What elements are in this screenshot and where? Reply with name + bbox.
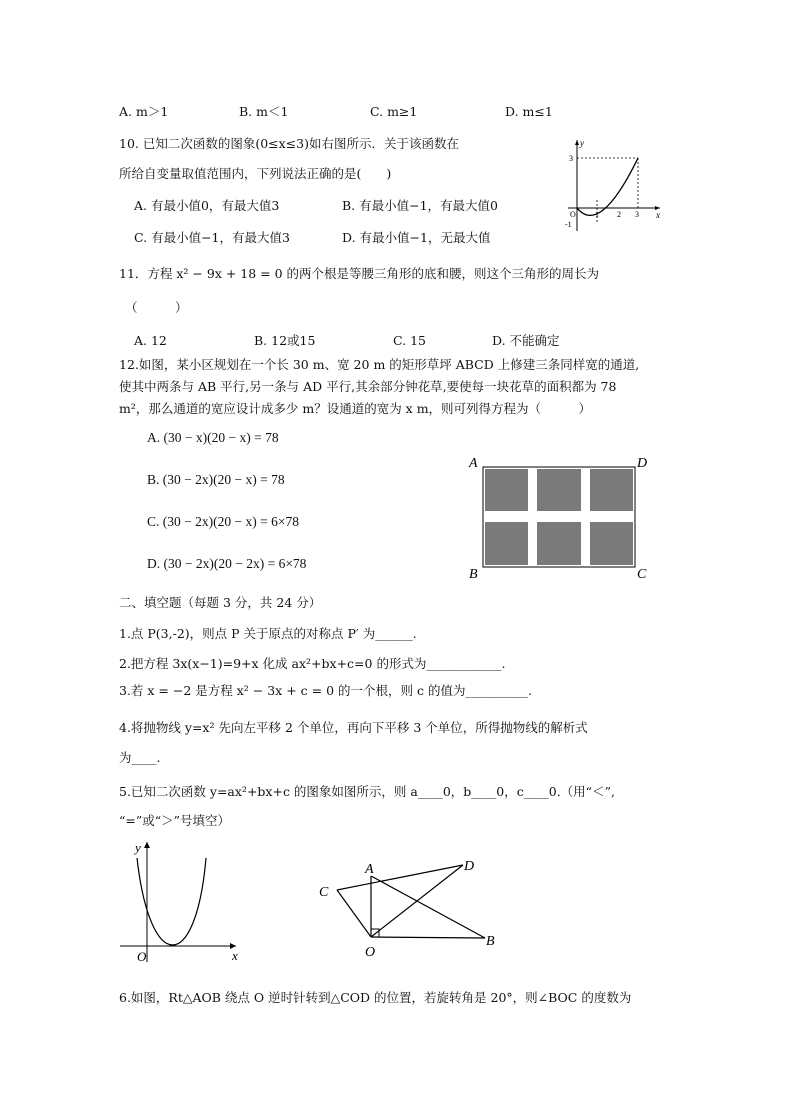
s2-q5-line1: 5.已知二次函数 y=ax²+bx+c 的图象如图所示，则 a____0，b____0，c____0.（用“＜”, bbox=[119, 784, 615, 799]
s2-q4-line2: 为____. bbox=[119, 750, 161, 765]
q12-option-a: A. (30 − x)(20 − x) = 78 bbox=[147, 430, 279, 445]
q10-graph-x1-label: 1 bbox=[595, 210, 599, 219]
q6-label-b: B bbox=[486, 934, 495, 949]
s2-q6: 6.如图，Rt△AOB 绕点 O 逆时针转到△COD 的位置，若旋转角是 20°，则∠BOC 的度数为 bbox=[119, 990, 632, 1005]
q9-option-d: D. m≤1 bbox=[505, 104, 553, 119]
q10-graph-y3-label: 3 bbox=[569, 154, 573, 163]
q10-option-c: C. 有最小值−1，有最大值3 bbox=[134, 230, 290, 245]
q12-label-d: D bbox=[637, 456, 648, 471]
q12-label-b: B bbox=[469, 567, 478, 582]
q6-rotation-figure bbox=[315, 852, 505, 962]
q5-graph-origin-label: O bbox=[137, 949, 147, 964]
q12-option-c: C. (30 − 2x)(20 − x) = 6×78 bbox=[147, 514, 299, 529]
q11-option-b: B. 12或15 bbox=[254, 333, 316, 348]
q12-lawn-figure bbox=[465, 452, 660, 582]
q10-option-a: A. 有最小值0，有最大值3 bbox=[134, 198, 280, 213]
q11-answer-paren: （ ） bbox=[125, 300, 188, 315]
q10-stem-line2: 所给自变量取值范围内，下列说法正确的是( ) bbox=[119, 166, 392, 181]
q12-option-d: D. (30 − 2x)(20 − 2x) = 6×78 bbox=[147, 556, 307, 571]
q10-graph-yneg1-label: -1 bbox=[565, 220, 572, 229]
q6-label-d: D bbox=[464, 859, 475, 874]
q6-label-a: A bbox=[365, 862, 374, 877]
q9-option-a: A. m＞1 bbox=[119, 104, 169, 119]
q9-option-b: B. m＜1 bbox=[239, 104, 289, 119]
q12-stem-line1: 12.如图，某小区规划在一个长 30 m、宽 20 m 的矩形草坪 ABCD 上修建三条同样宽的通道, bbox=[119, 357, 640, 372]
q5-parabola-graph bbox=[112, 838, 247, 966]
q6-label-c: C bbox=[319, 885, 329, 900]
s2-q4-line1: 4.将抛物线 y=x² 先向左平移 2 个单位，再向下平移 3 个单位，所得抛物线的解析式 bbox=[119, 720, 588, 735]
q11-stem: 11．方程 x² − 9x + 18 = 0 的两个根是等腰三角形的底和腰，则这个三角形的周长为 bbox=[119, 266, 600, 281]
q11-option-c: C. 15 bbox=[393, 333, 426, 348]
q10-option-b: B. 有最小值−1，有最大值0 bbox=[342, 198, 499, 213]
q11-option-d: D. 不能确定 bbox=[492, 333, 560, 348]
s2-q1: 1.点 P(3,-2)，则点 P 关于原点的对称点 P′ 为______. bbox=[119, 626, 417, 641]
q9-option-c: C. m≥1 bbox=[370, 104, 418, 119]
s2-q5-line2: “=”或“＞”号填空） bbox=[119, 813, 231, 828]
section2-title: 二、填空题（每题 3 分，共 24 分） bbox=[119, 595, 322, 610]
q10-stem-line1: 10. 已知二次函数的图象(0≤x≤3)如右图所示．关于该函数在 bbox=[119, 136, 460, 151]
q12-stem-line2: 使其中两条与 AB 平行,另一条与 AD 平行,其余部分钟花草,要使每一块花草的面积都为 78 bbox=[119, 379, 617, 394]
s2-q3: 3.若 x = −2 是方程 x² − 3x + c = 0 的一个根，则 c 的值为__________. bbox=[119, 683, 532, 698]
q10-graph-y-label: y bbox=[580, 138, 584, 148]
q10-graph-x3-label: 3 bbox=[635, 210, 639, 219]
q12-stem-line3: m²，那么通道的宽应设计成多少 m？设通道的宽为 x m，则可列得方程为（ ） bbox=[119, 401, 592, 416]
q10-graph-x-label: x bbox=[656, 210, 660, 220]
s2-q2: 2.把方程 3x(x−1)=9+x 化成 ax²+bx+c=0 的形式为____________. bbox=[119, 656, 506, 671]
q5-graph-x-label: x bbox=[232, 948, 238, 963]
q10-graph-x2-label: 2 bbox=[617, 210, 621, 219]
q10-graph-origin-label: O bbox=[570, 210, 576, 219]
q11-option-a: A. 12 bbox=[134, 333, 167, 348]
q10-function-graph bbox=[560, 136, 670, 236]
q5-graph-y-label: y bbox=[135, 840, 141, 855]
q6-label-o: O bbox=[365, 945, 376, 960]
q10-option-d: D. 有最小值−1，无最大值 bbox=[342, 230, 491, 245]
q12-label-c: C bbox=[637, 567, 647, 582]
q12-option-b: B. (30 − 2x)(20 − x) = 78 bbox=[147, 472, 285, 487]
q12-label-a: A bbox=[469, 456, 478, 471]
